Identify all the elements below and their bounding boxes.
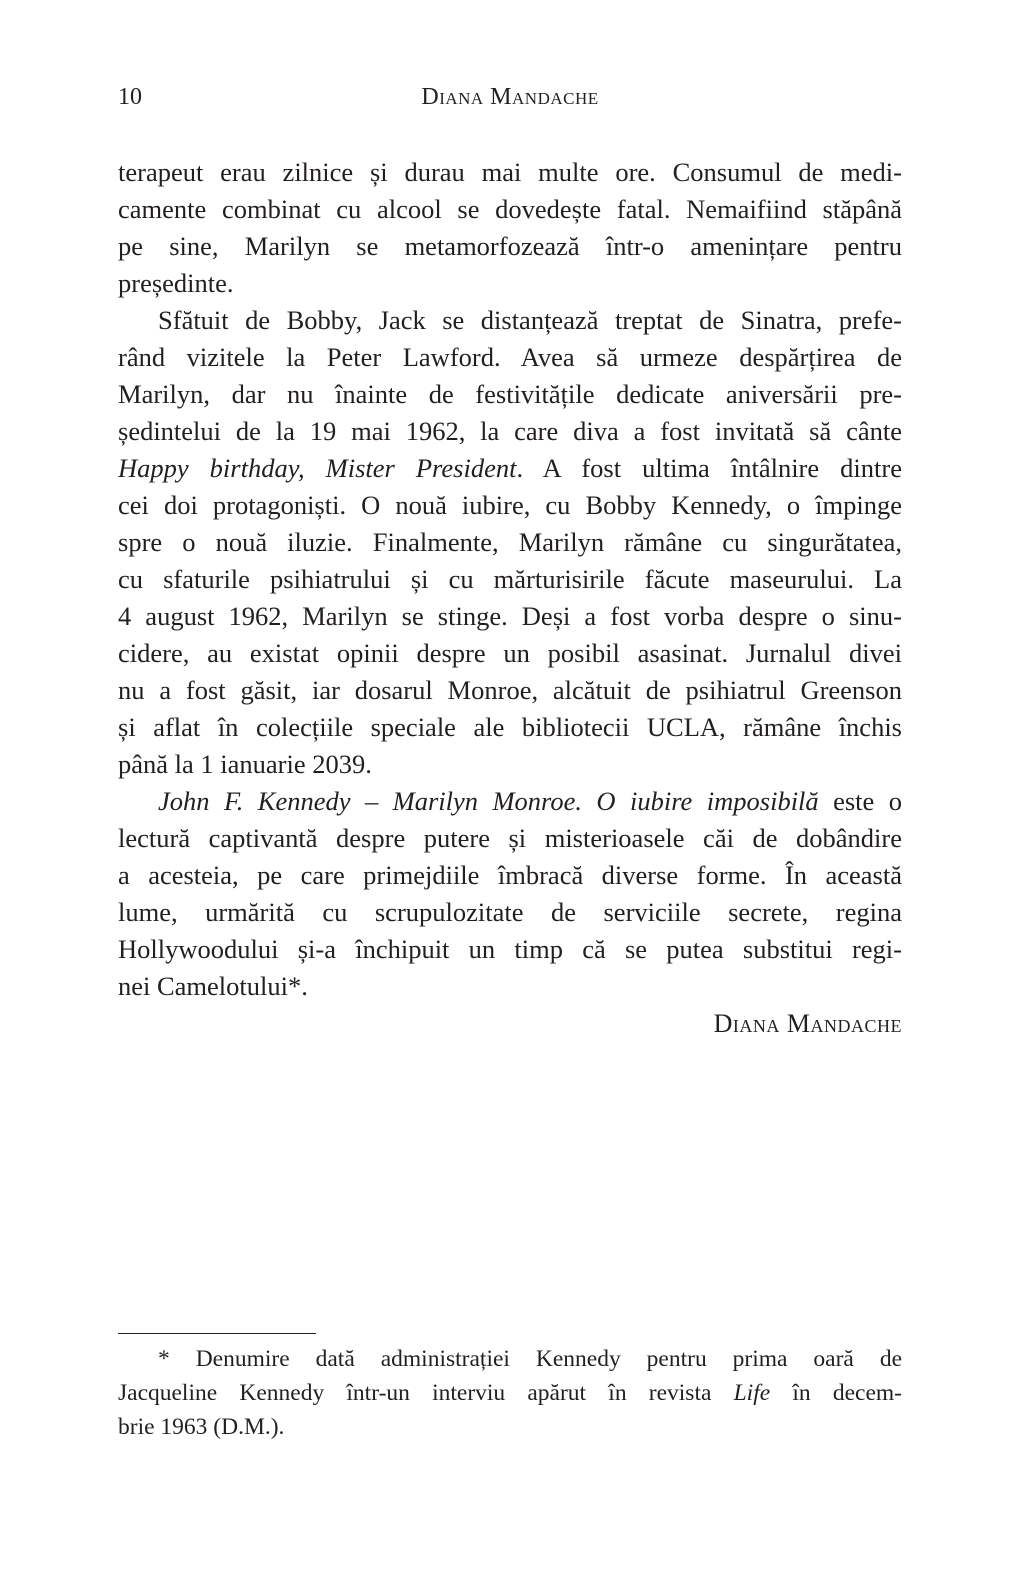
text-line: cei doi protagoniști. O nouă iubire, cu Bobby Kennedy, o împinge	[118, 490, 902, 520]
text-line: cu sfaturile psihiatrului și cu mărturisirile făcute maseurului. La	[118, 564, 902, 594]
text-line: lectură captivantă despre putere și misterioasele căi de dobândire	[118, 823, 902, 853]
text-line: până la 1 ianuarie 2039.	[118, 749, 372, 779]
author-signature: Diana Mandache	[713, 1009, 902, 1038]
body-text	[118, 154, 902, 1042]
text-line: camente combinat cu alcool se dovedește fatal. Nemaifiind stăpână	[118, 194, 902, 224]
page-number: 10	[118, 84, 142, 110]
text-span: . A fost ultima întâlnire dintre	[516, 453, 902, 483]
text-line: Hollywoodului și-a închipuit un timp că se putea substitui regi-	[118, 934, 902, 964]
footnote-line: * Denumire dată administrației Kennedy pentru prima oară de	[158, 1346, 902, 1372]
text-line: nu a fost găsit, iar dosarul Monroe, alcătuit de psihiatrul Greenson	[118, 675, 902, 705]
running-head	[118, 84, 902, 116]
text-line: spre o nouă iluzie. Finalmente, Marilyn rămâne cu singurătatea,	[118, 527, 902, 557]
text-line: ședintelui de la 19 mai 1962, la care diva a fost invitată să cânte	[118, 416, 902, 446]
text-line: și aflat în colecțiile speciale ale bibliotecii UCLA, rămâne închis	[118, 712, 902, 742]
text-line: pe sine, Marilyn se metamorfozează într-o amenințare pentru	[118, 231, 902, 261]
footnote-divider	[118, 1333, 316, 1334]
text-span: în decem-	[770, 1380, 902, 1406]
footnote	[118, 1342, 902, 1444]
text-line: terapeut erau zilnice și durau mai multe ore. Consumul de medi-	[118, 157, 902, 187]
text-line: lume, urmărită cu scrupulozitate de serviciile secrete, regina	[118, 897, 902, 927]
text-line: președinte.	[118, 268, 234, 298]
text-line: Marilyn, dar nu înainte de festivitățile dedicate aniversării pre-	[118, 379, 902, 409]
text-line: cidere, au existat opinii despre un posibil asasinat. Jurnalul divei	[118, 638, 902, 668]
text-span: Jacqueline Kennedy într-un interviu apărut în revista	[118, 1380, 734, 1406]
footnote-line: brie 1963 (D.M.).	[118, 1414, 285, 1440]
running-title: Diana Mandache	[421, 84, 599, 110]
song-title: Happy birthday, Mister President	[118, 453, 517, 483]
text-span: este o	[818, 786, 902, 816]
magazine-title: Life	[733, 1380, 771, 1406]
text-line: Sfătuit de Bobby, Jack se distanțează treptat de Sinatra, prefe-	[158, 305, 902, 335]
book-title: John F. Kennedy – Marilyn Monroe. O iubire imposibilă	[158, 786, 819, 816]
text-line: rând vizitele la Peter Lawford. Avea să urmeze despărțirea de	[118, 342, 902, 372]
text-line: nei Camelotului*.	[118, 971, 308, 1001]
text-line: 4 august 1962, Marilyn se stinge. Deși a fost vorba despre o sinu-	[118, 601, 902, 631]
footnote-line	[118, 1376, 902, 1410]
text-line: a acesteia, pe care primejdiile îmbracă diverse forme. În această	[118, 860, 902, 890]
text-line	[118, 450, 902, 487]
text-line	[118, 783, 902, 820]
